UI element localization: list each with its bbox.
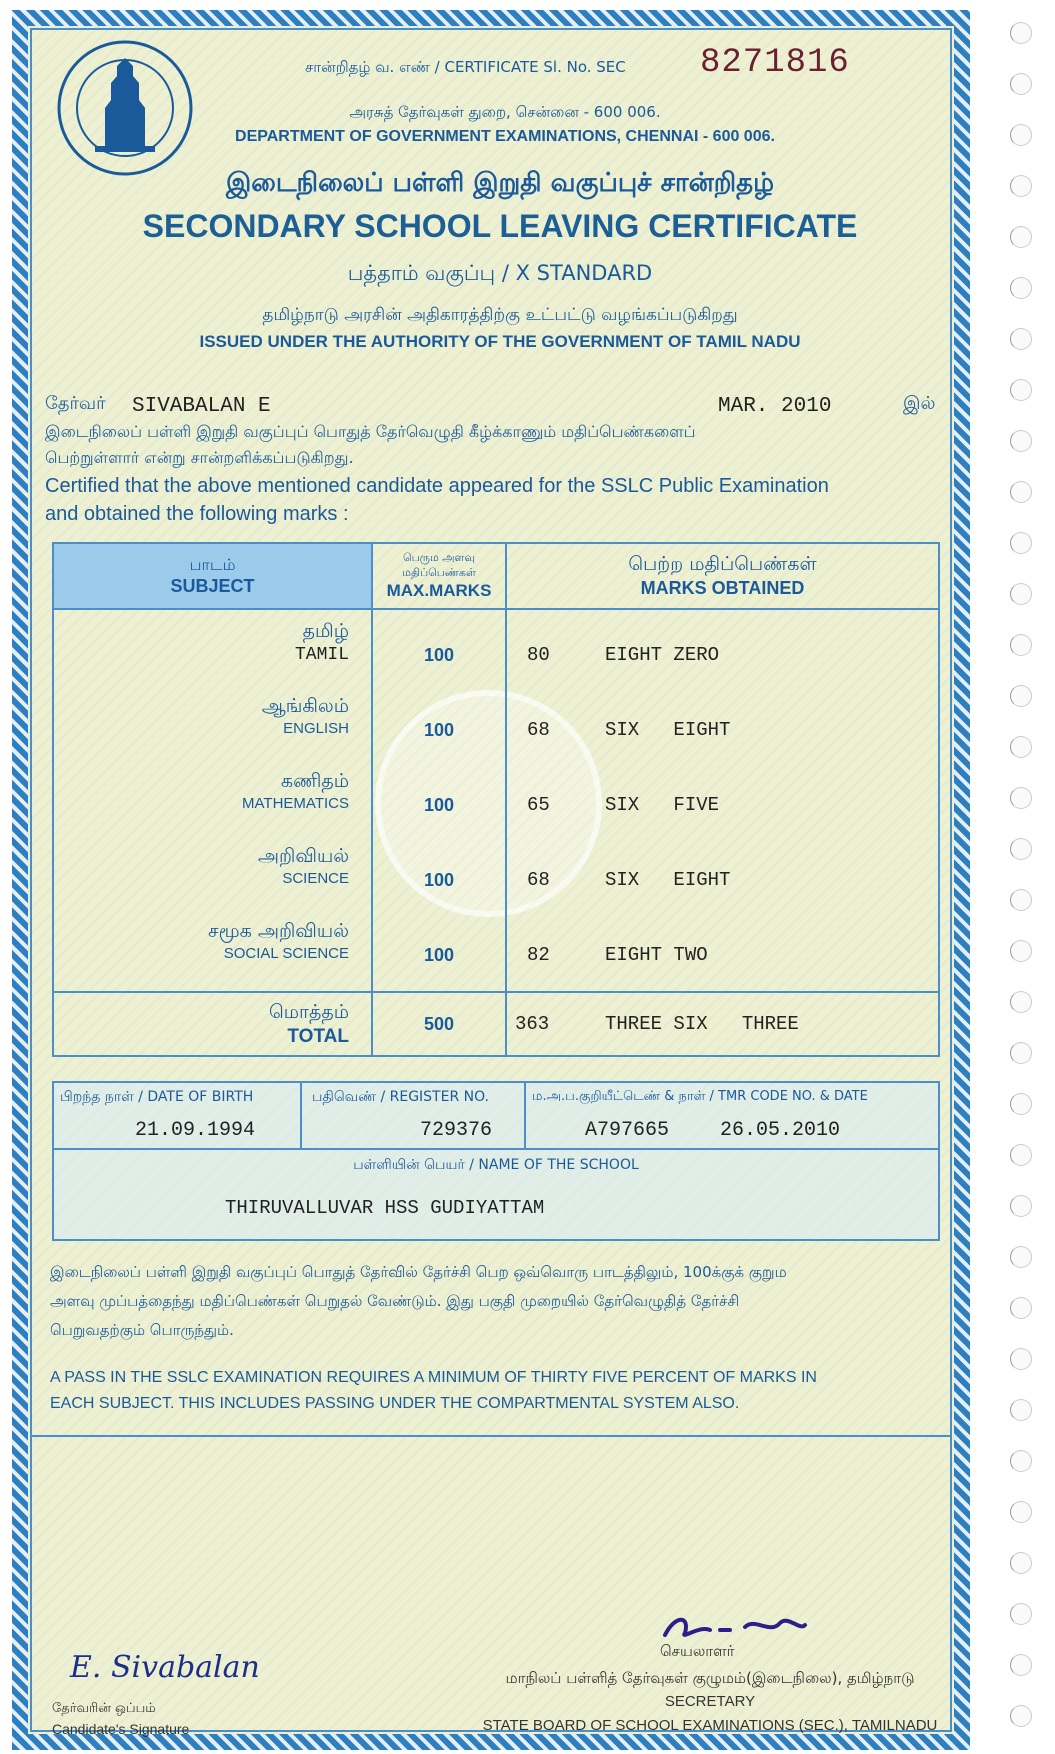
school-name: THIRUVALLUVAR HSS GUDIYATTAM [225, 1197, 545, 1219]
marks-cell: 80 EIGHT ZERO [527, 644, 720, 666]
tmr-label: ம.அ.ப.குறியீட்டெண் & நாள் / TMR CODE NO. & DATE [532, 1089, 868, 1104]
perforation-hole [1010, 583, 1032, 605]
details-divider-v2 [524, 1083, 526, 1148]
subject-cell: தமிழ் TAMIL [294, 620, 349, 665]
register-value: 729376 [420, 1119, 493, 1142]
marks-obtained-header: பெற்ற மதிப்பெண்கள் MARKS OBTAINED [506, 543, 939, 609]
page-title: SECONDARY SCHOOL LEAVING CERTIFICATE [142, 208, 858, 244]
standard: பத்தாம் வகுப்பு / X STANDARD [347, 261, 653, 285]
perforation-hole [1010, 124, 1032, 146]
max-cell: 100 [423, 795, 455, 815]
perforation-strip [1000, 0, 1055, 1754]
perforation-hole [1010, 1246, 1032, 1268]
subject-column [53, 609, 372, 992]
perforation-hole [1010, 1399, 1032, 1421]
perforation-hole [1010, 736, 1032, 758]
marks-cell: 82 EIGHT TWO [527, 944, 708, 966]
serial-label: சான்றிதழ் வ. எண் / CERTIFICATE Sl. No. SEC [305, 58, 626, 76]
statement-tamil-2: பெற்றுள்ளார் என்று சான்றளிக்கப்படுகிறது. [45, 448, 354, 467]
candidate-signature: E. Sivabalan [70, 1650, 260, 1685]
notes-divider [32, 1435, 950, 1437]
authority-english: ISSUED UNDER THE AUTHORITY OF THE GOVERNMENT OF TAMIL NADU [199, 332, 801, 351]
perforation-hole [1010, 73, 1032, 95]
perforation-hole [1010, 1144, 1032, 1166]
perforation-hole [1010, 277, 1032, 299]
perforation-hole [1010, 685, 1032, 707]
perforation-hole [1010, 1654, 1032, 1676]
dob-value: 21.09.1994 [135, 1119, 256, 1142]
note-tamil-2: அளவு முப்பத்தைந்து மதிப்பெண்கள் பெறுதல் வேண்டும். இது பகுதி முறையில் தேர்வெழுதித் தேர்ச்சி [50, 1292, 740, 1310]
perforation-hole [1010, 430, 1032, 452]
perforation-hole [1010, 532, 1032, 554]
perforation-hole [1010, 1705, 1032, 1727]
total-label-cell: மொத்தம் TOTAL [53, 992, 372, 1056]
tmr-date: 26.05.2010 [720, 1119, 841, 1142]
school-label: பள்ளியின் பெயர் / NAME OF THE SCHOOL [353, 1157, 639, 1173]
candidate-sig-label: Candidate's Signature [52, 1721, 190, 1737]
marks-table [52, 542, 940, 1057]
perforation-hole [1010, 991, 1032, 1013]
max-marks-header: பெரும அளவு மதிப்பெண்கள் MAX.MARKS [372, 543, 506, 609]
details-divider-h [54, 1148, 938, 1150]
perforation-hole [1010, 1042, 1032, 1064]
perforation-hole [1010, 328, 1032, 350]
details-divider-v1 [300, 1083, 302, 1148]
perforation-hole [1010, 175, 1032, 197]
perforation-hole [1010, 1348, 1032, 1370]
perforation-hole [1010, 1552, 1032, 1574]
note-tamil-1: இடைநிலைப் பள்ளி இறுதி வகுப்புப் பொதுத் தேர்வில் தேர்ச்சி பெற ஒவ்வொரு பாடத்திலும், 100க்குக் குறும [50, 1263, 787, 1281]
perforation-hole [1010, 889, 1032, 911]
serial-number: 8271816 [700, 44, 850, 82]
tamil-nadu-emblem [55, 38, 195, 178]
perforation-hole [1010, 226, 1032, 248]
marks-cell: 68 SIX EIGHT [527, 869, 731, 891]
secretary-signature-mark [660, 1605, 810, 1645]
total-max-cell: 500 [372, 992, 506, 1056]
secretary-label: SECRETARY [664, 1693, 756, 1710]
note-tamil-3: பெறுவதற்கும் பொருந்தும். [50, 1321, 234, 1339]
register-label: பதிவெண் / REGISTER NO. [312, 1089, 490, 1105]
max-cell: 100 [423, 720, 455, 740]
secretary-label-tamil: செயலாளர் [660, 1642, 735, 1660]
perforation-hole [1010, 940, 1032, 962]
exam-session: MAR. 2010 [718, 395, 832, 418]
candidate-sig-label-tamil: தேர்வரின் ஒப்பம் [52, 1701, 156, 1716]
subject-cell: சமூக அறிவியல் SOCIAL SCIENCE [208, 920, 349, 962]
subject-header: பாடம் SUBJECT [53, 543, 372, 609]
perforation-hole [1010, 838, 1032, 860]
perforation-hole [1010, 634, 1032, 656]
perforation-hole [1010, 787, 1032, 809]
candidate-name: SIVABALAN E [132, 395, 271, 418]
il-text: இல் [903, 393, 936, 414]
max-column [372, 609, 506, 992]
marks-column [506, 609, 939, 992]
perforation-hole [1010, 379, 1032, 401]
dob-label: பிறந்த நாள் / DATE OF BIRTH [60, 1089, 254, 1105]
marks-cell: 68 SIX EIGHT [527, 719, 731, 741]
title-tamil: இடைநிலைப் பள்ளி இறுதி வகுப்புச் சான்றிதழ் [225, 168, 775, 198]
note-english-1: A PASS IN THE SSLC EXAMINATION REQUIRES A MINIMUM OF THIRTY FIVE PERCENT OF MARKS IN [50, 1369, 817, 1386]
candidate-label: தேர்வர் [45, 393, 106, 414]
perforation-hole [1010, 1603, 1032, 1625]
perforation-hole [1010, 481, 1032, 503]
statement-english-1: Certified that the above mentioned candidate appeared for the SSLC Public Examination [45, 475, 829, 497]
statement-tamil-1: இடைநிலைப் பள்ளி இறுதி வகுப்புப் பொதுத் தேர்வெழுதி கீழ்க்காணும் மதிப்பெண்களைப் [45, 422, 696, 441]
authority-tamil: தமிழ்நாடு அரசின் அதிகாரத்திற்கு உட்பட்டு வழங்கப்படுகிறது [262, 305, 738, 325]
perforation-hole [1010, 1195, 1032, 1217]
perforation-hole [1010, 1093, 1032, 1115]
max-cell: 100 [423, 870, 455, 890]
dept-tamil: அரசுத் தேர்வுகள் துறை, சென்னை - 600 006. [349, 103, 661, 121]
board-tamil: மாநிலப் பள்ளித் தேர்வுகள் குழுமம்(இடைநிலை), தமிழ்நாடு [505, 1669, 915, 1687]
max-cell: 100 [423, 645, 455, 665]
perforation-hole [1010, 1501, 1032, 1523]
statement-english-2: and obtained the following marks : [45, 503, 349, 525]
perforation-hole [1010, 1297, 1032, 1319]
perforation-hole [1010, 1450, 1032, 1472]
note-english-2: EACH SUBJECT. THIS INCLUDES PASSING UNDER THE COMPARTMENTAL SYSTEM ALSO. [50, 1395, 740, 1412]
perforation-hole [1010, 22, 1032, 44]
marks-cell: 65 SIX FIVE [527, 794, 720, 816]
subject-cell: ஆங்கிலம் ENGLISH [261, 695, 349, 737]
tmr-code: A797665 [585, 1119, 670, 1142]
total-marks-cell: 363 THREE SIX THREE [506, 992, 939, 1056]
board-english: STATE BOARD OF SCHOOL EXAMINATIONS (SEC.), TAMILNADU [482, 1717, 938, 1734]
max-cell: 100 [423, 945, 455, 965]
dept-english: DEPARTMENT OF GOVERNMENT EXAMINATIONS, CHENNAI - 600 006. [235, 128, 775, 145]
subject-cell: அறிவியல் SCIENCE [257, 845, 349, 887]
subject-cell: கணிதம் MATHEMATICS [242, 770, 349, 812]
